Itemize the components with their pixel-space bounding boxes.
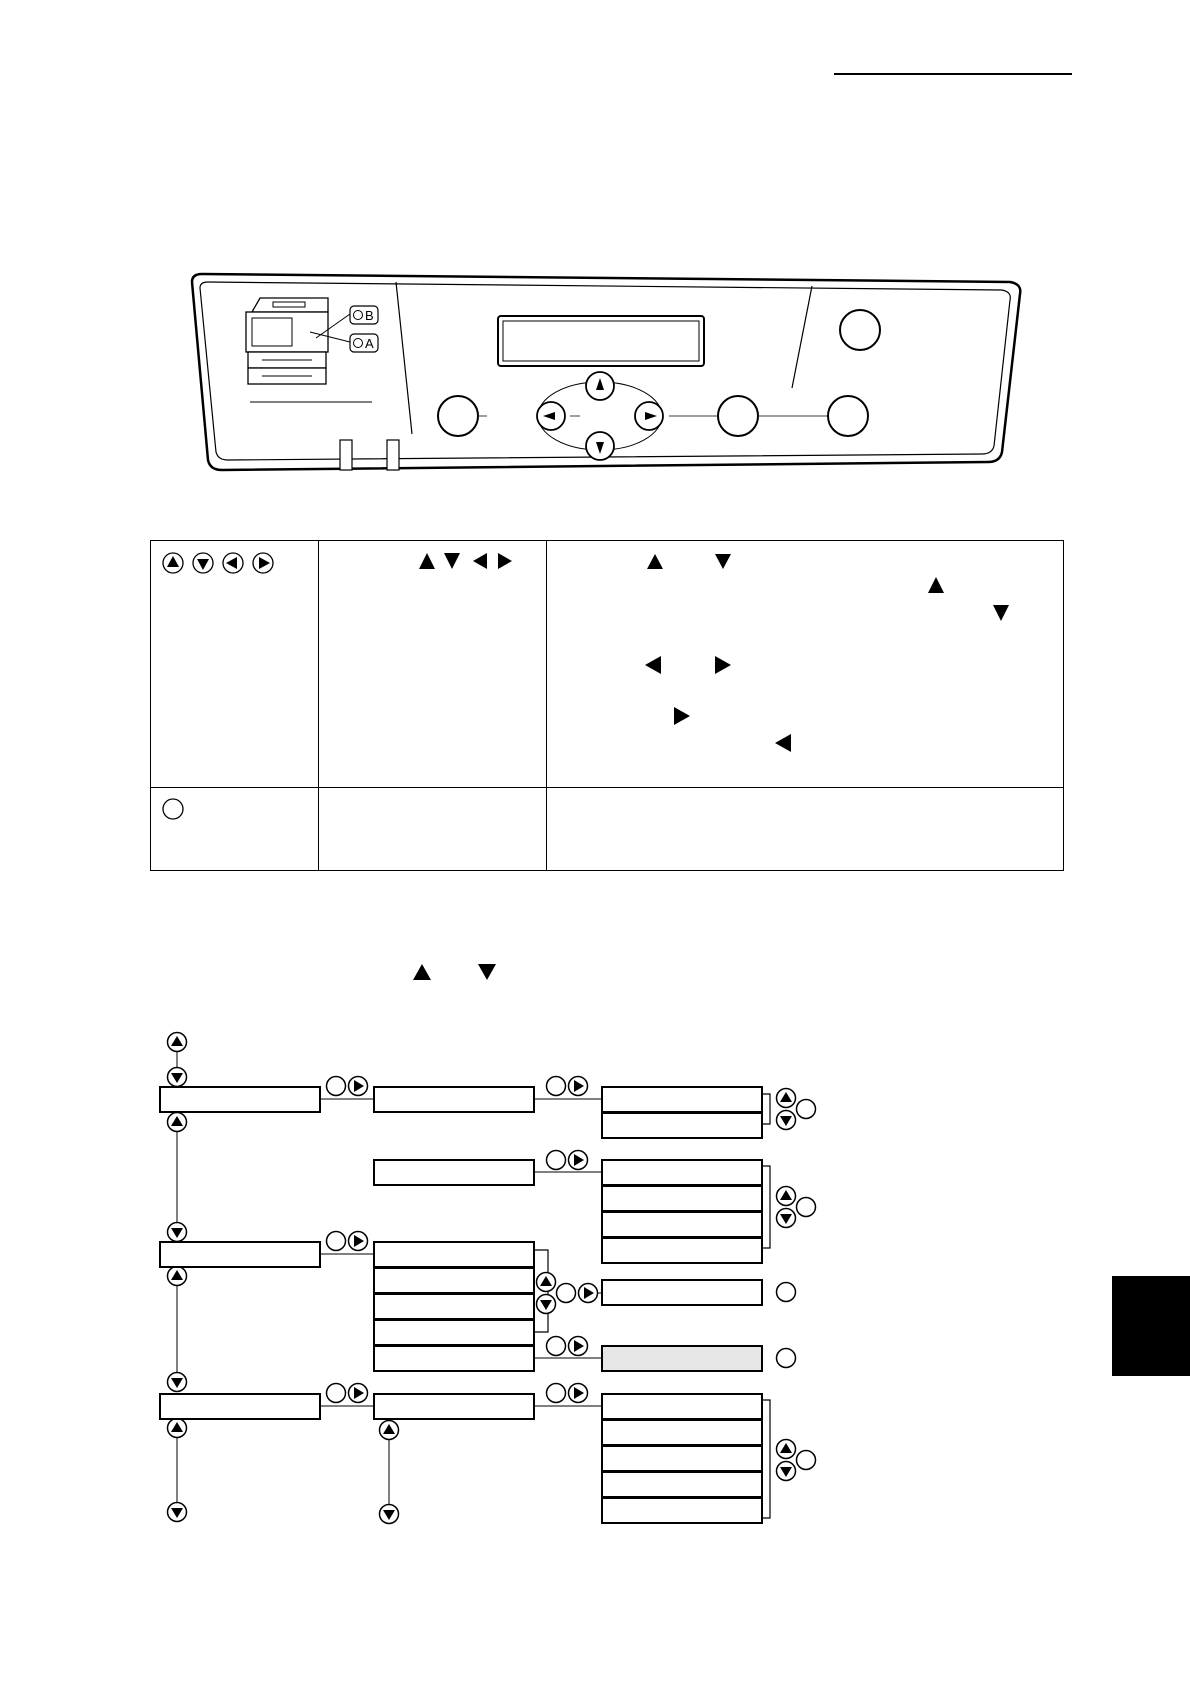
circle-button	[327, 1077, 346, 1096]
circle-button	[327, 1232, 346, 1251]
up-arrow-button	[168, 1419, 187, 1438]
right-arrow-button	[569, 1337, 588, 1356]
menu-box-level2	[374, 1346, 534, 1371]
up-arrow-button	[168, 1033, 187, 1052]
circle-button	[547, 1151, 566, 1170]
circle-button	[797, 1451, 816, 1470]
menu-box-level3	[602, 1394, 762, 1419]
inline-arrow-glyphs	[410, 962, 502, 982]
arrow-glyphs	[417, 551, 527, 571]
header-rule	[834, 73, 1072, 75]
menu-box-level3	[602, 1498, 762, 1523]
circle-button	[547, 1077, 566, 1096]
down-arrow-button	[168, 1223, 187, 1242]
down-triangle-icon	[993, 605, 1009, 621]
up-arrow-button	[777, 1187, 796, 1206]
up-triangle-icon	[419, 553, 435, 569]
online-button[interactable]	[840, 310, 880, 350]
svg-text:A: A	[365, 336, 374, 351]
menu-box-level1	[160, 1394, 320, 1419]
menu-box-level3	[602, 1420, 762, 1445]
menu-box-level2	[374, 1320, 534, 1345]
down-arrow-button	[168, 1503, 187, 1522]
circle-button	[547, 1337, 566, 1356]
right-arrow-button	[569, 1384, 588, 1403]
menu-box-level2	[374, 1087, 534, 1112]
up-triangle-icon	[928, 577, 944, 593]
menu-box-level3	[602, 1446, 762, 1471]
menu-flow-diagram	[150, 1024, 850, 1534]
down-arrow-button	[777, 1462, 796, 1481]
up-triangle-icon	[413, 964, 431, 980]
circle-button	[547, 1384, 566, 1403]
down-arrow-button	[777, 1209, 796, 1228]
arrow-keys-icons	[161, 551, 281, 575]
menu-box-level3	[602, 1238, 762, 1263]
right-arrow-button	[569, 1077, 588, 1096]
right-arrow-button	[579, 1284, 598, 1303]
indicator-b	[350, 306, 378, 324]
circle-key-icon	[161, 797, 187, 823]
indicator-a	[350, 334, 378, 352]
control-panel-illustration	[180, 262, 1030, 482]
menu-box-level3	[602, 1160, 762, 1185]
down-arrow-button	[168, 1373, 187, 1392]
menu-box-level3	[602, 1186, 762, 1211]
menu-box-level3	[602, 1087, 762, 1112]
down-triangle-icon	[715, 554, 731, 569]
menu-box-level2	[374, 1268, 534, 1293]
circle-button	[327, 1384, 346, 1403]
down-arrow-button	[168, 1068, 187, 1087]
up-arrow-button	[168, 1267, 187, 1286]
menu-box-level3	[602, 1212, 762, 1237]
right-arrow-button	[569, 1151, 588, 1170]
menu-box-level2	[374, 1294, 534, 1319]
menu-box-level3	[602, 1113, 762, 1138]
key-description-table	[150, 540, 1064, 871]
right-arrow-button	[349, 1232, 368, 1251]
right-triangle-icon	[674, 707, 690, 725]
right-arrow-button	[349, 1384, 368, 1403]
svg-text:B: B	[365, 308, 374, 323]
down-arrow-button	[777, 1111, 796, 1130]
menu-box-level3	[602, 1472, 762, 1497]
down-arrow-button	[380, 1505, 399, 1524]
down-triangle-icon	[444, 553, 460, 569]
right-triangle-icon	[498, 553, 512, 569]
left-arrow-icon	[223, 553, 243, 573]
down-arrow-icon	[193, 553, 213, 573]
circle-button	[557, 1284, 576, 1303]
right-arrow-button	[349, 1077, 368, 1096]
menu-button[interactable]	[438, 396, 478, 436]
cancel-button[interactable]	[828, 396, 868, 436]
menu-box-level2	[374, 1242, 534, 1267]
up-arrow-button	[777, 1089, 796, 1108]
arrow-glyphs-description	[546, 541, 1064, 787]
circle-button	[797, 1198, 816, 1217]
up-triangle-icon	[647, 554, 663, 569]
menu-box-level3-shaded	[602, 1346, 762, 1371]
left-triangle-icon	[775, 734, 791, 752]
menu-box-level1	[160, 1242, 320, 1267]
left-triangle-icon	[645, 656, 661, 674]
circle-button	[777, 1349, 796, 1368]
chapter-index-tab	[1112, 1276, 1190, 1376]
menu-box-level2	[374, 1394, 534, 1419]
menu-box-level2	[374, 1160, 534, 1185]
up-arrow-button	[777, 1440, 796, 1459]
left-triangle-icon	[473, 553, 487, 569]
menu-box-level1	[160, 1087, 320, 1112]
down-arrow-button	[537, 1295, 556, 1314]
menu-box-level3	[602, 1280, 762, 1305]
circle-button	[797, 1100, 816, 1119]
down-triangle-icon	[478, 964, 496, 980]
up-arrow-button	[380, 1421, 399, 1440]
up-arrow-button	[168, 1113, 187, 1132]
right-triangle-icon	[715, 656, 731, 674]
circle-button	[777, 1283, 796, 1302]
right-arrow-icon	[253, 553, 273, 573]
up-arrow-icon	[163, 553, 183, 573]
up-arrow-button	[537, 1273, 556, 1292]
enter-button[interactable]	[718, 396, 758, 436]
